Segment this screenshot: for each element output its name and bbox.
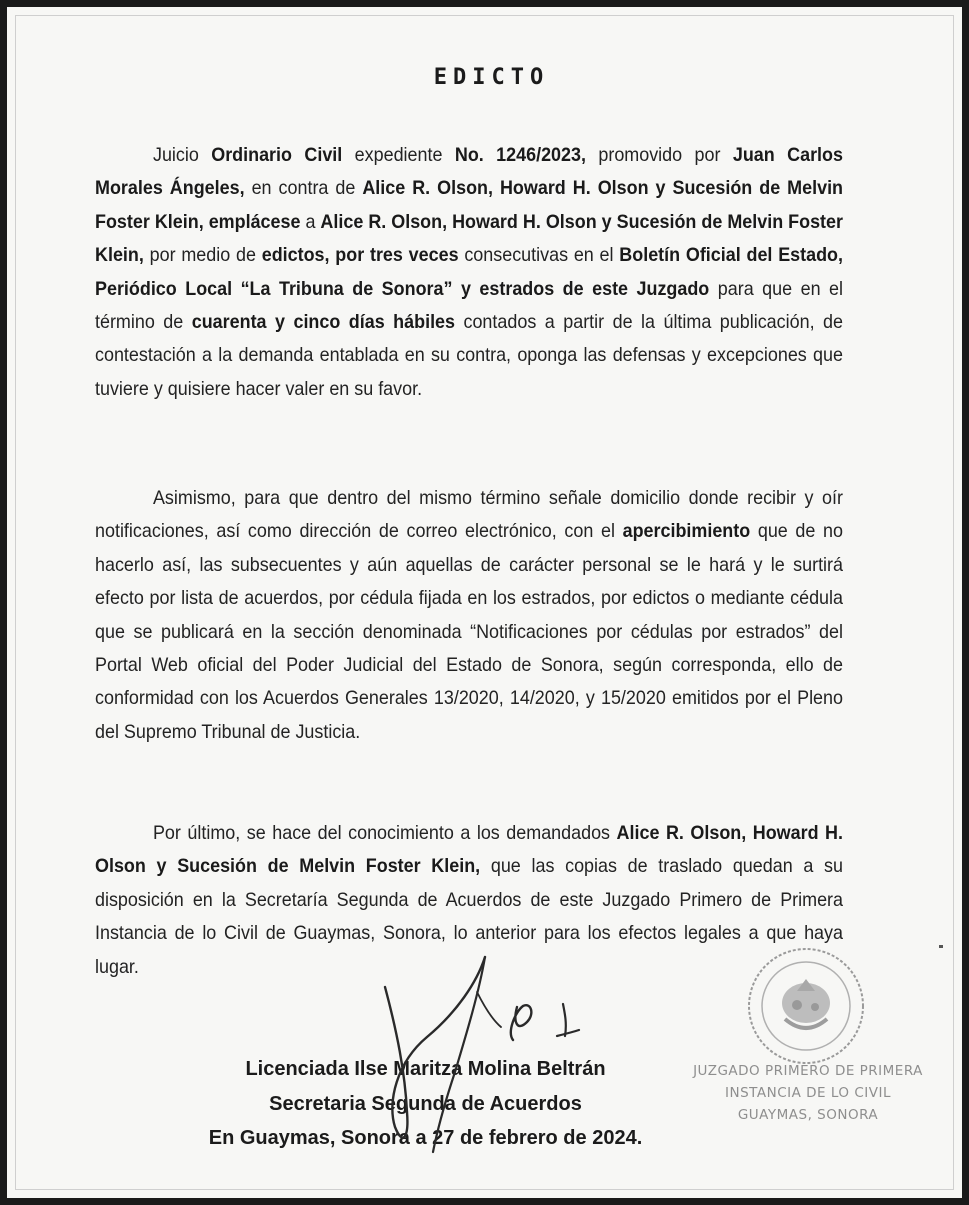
document-title: EDICTO	[433, 65, 550, 90]
signer-position: Secretaria Segunda de Acuerdos	[269, 1093, 582, 1115]
place-and-date: En Guaymas, Sonora a 27 de febrero de 2024.	[208, 1127, 643, 1149]
stamp-line: GUAYMAS, SONORA	[737, 1107, 879, 1123]
stamp-line: JUZGADO PRIMERO DE PRIMERA	[693, 1063, 923, 1079]
paragraph-final: Por último, se hace del conocimiento a los demandados Alice R. Olson, Howard H. Olson y Sucesión de Melvin Foster Klein, que las copias de traslado quedan a su disposición en la Secretaría Segunda de Acuerdos de este Juzgado Primero de Primera Instancia de lo Civil de Guaymas, Sonora, lo anterior para los efectos legales a que haya lugar.	[95, 823, 843, 978]
stamp-line: INSTANCIA DE LO CIVIL	[725, 1085, 891, 1101]
paragraph-summons: Juicio Ordinario Civil expediente No. 1246/2023, promovido por Juan Carlos Morales Ángeles, en contra de Alice R. Olson, Howard H. Olson y Sucesión de Melvin Foster Klein, emplácese a Alice R. Olson, Howard H. Olson y Sucesión de Melvin Foster Klein, por medio de edictos, por tres veces consecutivas en el Boletín Oficial del Estado, Periódico Local “La Tribuna de Sonora” y estrados de este Juzgado para que en el término de cuarenta y cinco días hábiles contados a partir de la última publicación, de contestación a la demanda entablada en su contra, oponga las defensas y excepciones que tuviere y quisiere hacer valer en su favor.	[95, 145, 844, 400]
handwritten-signature	[367, 952, 597, 1157]
scan-speck	[939, 945, 943, 948]
court-seal-icon	[745, 945, 867, 1067]
signer-name: Licenciada Ilse Maritza Molina Beltrán	[245, 1058, 606, 1080]
paragraph-notifications: Asimismo, para que dentro del mismo término señale domicilio donde recibir y oír notificaciones, así como dirección de correo electrónico, con el apercibimiento que de no hacerlo así, las subsecuentes y aún aquellas de carácter personal se le hará y le surtirá efecto por lista de acuerdos, por cédula fijada en los estrados, por edictos o mediante cédula que se publicará en la sección denominada “Notificaciones por cédulas por estrados” del Portal Web oficial del Poder Judicial del Estado de Sonora, según corresponda, ello de conformidad con los Acuerdos Generales 13/2020, 14/2020, y 15/2020 emitidos por el Pleno del Supremo Tribunal de Justicia.	[95, 488, 844, 743]
